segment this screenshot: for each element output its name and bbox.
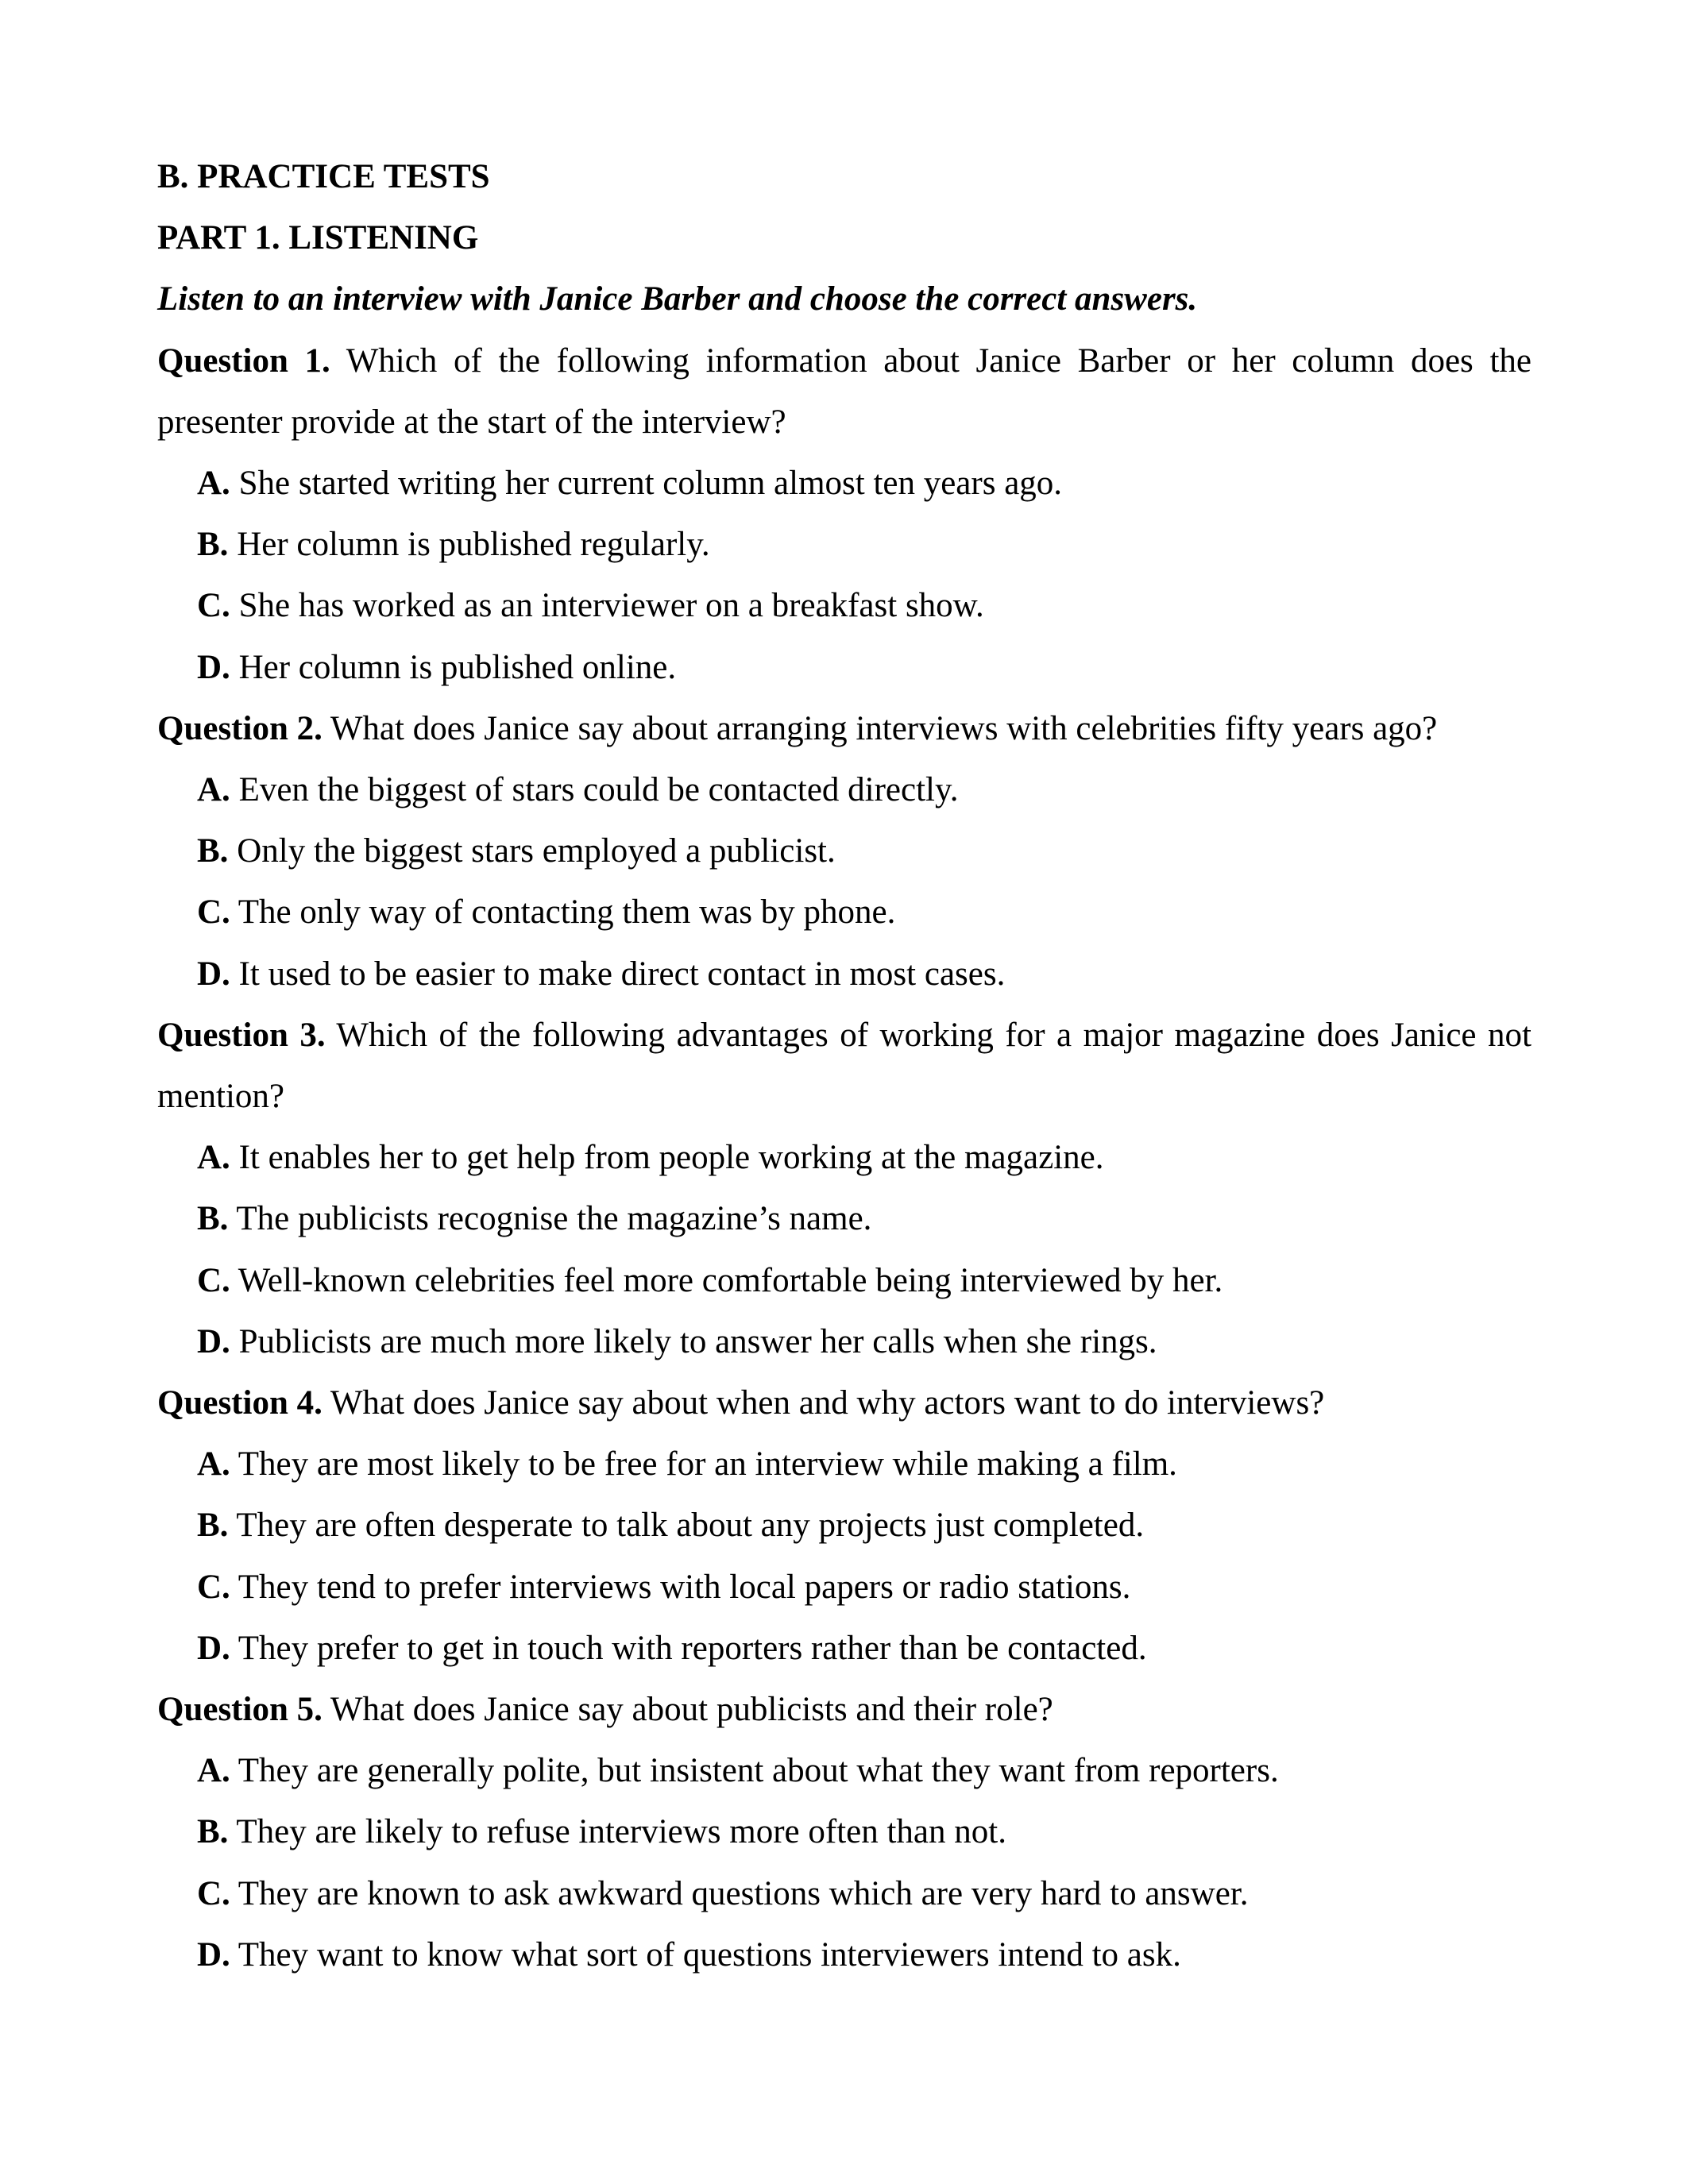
- question-prompt: [157, 1679, 1532, 1740]
- option-letter: D.: [197, 955, 230, 993]
- option-letter: B.: [197, 526, 229, 564]
- option-a[interactable]: [157, 1127, 1532, 1188]
- option-text: Publicists are much more likely to answer her calls when she rings.: [230, 1322, 1157, 1360]
- option-d[interactable]: [157, 943, 1532, 1005]
- option-text: The publicists recognise the magazine’s name.: [228, 1200, 872, 1238]
- question-label: Question 5.: [157, 1691, 323, 1729]
- option-text: They tend to prefer interviews with local papers or radio stations.: [230, 1568, 1131, 1606]
- option-letter: B.: [197, 832, 229, 870]
- question-prompt: [157, 1372, 1532, 1433]
- question-2: [157, 698, 1532, 1005]
- option-d[interactable]: [157, 1311, 1532, 1372]
- option-c[interactable]: [157, 1863, 1532, 1924]
- question-label: Question 4.: [157, 1384, 323, 1422]
- option-letter: C.: [197, 1261, 230, 1299]
- option-c[interactable]: [157, 575, 1532, 636]
- question-1: [157, 330, 1532, 698]
- option-text: Her column is published regularly.: [228, 526, 710, 564]
- option-text: She started writing her current column almost ten years ago.: [230, 465, 1063, 503]
- option-letter: B.: [197, 1507, 229, 1545]
- question-text: Which of the following information about Janice Barber or her column does the presenter provide at the start of the interview?: [157, 341, 1532, 441]
- option-b[interactable]: [157, 1801, 1532, 1862]
- option-text: They are most likely to be free for an interview while making a film.: [230, 1445, 1177, 1484]
- option-text: They are often desperate to talk about any projects just completed.: [228, 1507, 1145, 1545]
- option-c[interactable]: [157, 882, 1532, 943]
- option-letter: A.: [197, 771, 230, 809]
- option-text: Even the biggest of stars could be contacted directly.: [230, 771, 959, 809]
- option-text: They want to know what sort of questions interviewers intend to ask.: [230, 1935, 1181, 1974]
- question-label: Question 2.: [157, 709, 323, 747]
- option-letter: D.: [197, 1935, 230, 1974]
- document-page: [157, 146, 1532, 1985]
- option-letter: A.: [197, 465, 230, 503]
- option-text: They prefer to get in touch with reporters rather than be contacted.: [230, 1629, 1147, 1667]
- instructions: Listen to an interview with Janice Barber and choose the correct answers.: [157, 280, 1198, 318]
- option-letter: D.: [197, 1322, 230, 1360]
- option-b[interactable]: [157, 1188, 1532, 1249]
- option-c[interactable]: [157, 1557, 1532, 1618]
- option-text: They are likely to refuse interviews more often than not.: [228, 1813, 1006, 1851]
- option-letter: D.: [197, 648, 230, 686]
- question-text: Which of the following advantages of working for a major magazine does Janice not mention?: [157, 1016, 1532, 1116]
- option-c[interactable]: [157, 1250, 1532, 1311]
- option-letter: A.: [197, 1752, 230, 1790]
- option-text: Only the biggest stars employed a publicist.: [228, 832, 836, 870]
- question-label: Question 1.: [157, 341, 330, 380]
- question-text: What does Janice say about publicists and their role?: [322, 1691, 1053, 1729]
- option-a[interactable]: [157, 1740, 1532, 1801]
- option-letter: C.: [197, 1568, 230, 1606]
- section-title: B. PRACTICE TESTS: [157, 158, 490, 195]
- option-text: She has worked as an interviewer on a breakfast show.: [230, 587, 984, 625]
- question-3: [157, 1005, 1532, 1372]
- question-prompt: [157, 698, 1532, 759]
- option-text: It enables her to get help from people working at the magazine.: [230, 1139, 1104, 1177]
- option-text: It used to be easier to make direct contact in most cases.: [230, 955, 1006, 993]
- question-prompt: [157, 330, 1532, 453]
- question-5: [157, 1679, 1532, 1985]
- option-a[interactable]: [157, 759, 1532, 820]
- question-prompt: [157, 1005, 1532, 1127]
- option-letter: A.: [197, 1139, 230, 1177]
- option-letter: C.: [197, 893, 230, 932]
- option-letter: C.: [197, 587, 230, 625]
- option-text: They are generally polite, but insistent about what they want from reporters.: [230, 1752, 1279, 1790]
- option-b[interactable]: [157, 820, 1532, 882]
- question-text: What does Janice say about when and why actors want to do interviews?: [322, 1384, 1325, 1422]
- option-d[interactable]: [157, 1924, 1532, 1985]
- option-letter: A.: [197, 1445, 230, 1484]
- option-b[interactable]: [157, 1495, 1532, 1556]
- option-letter: B.: [197, 1200, 229, 1238]
- option-d[interactable]: [157, 1618, 1532, 1679]
- option-a[interactable]: [157, 1433, 1532, 1495]
- question-4: [157, 1372, 1532, 1679]
- option-text: Well-known celebrities feel more comfortable being interviewed by her.: [230, 1261, 1223, 1299]
- option-letter: D.: [197, 1629, 230, 1667]
- question-label: Question 3.: [157, 1016, 326, 1054]
- option-text: They are known to ask awkward questions which are very hard to answer.: [230, 1874, 1249, 1912]
- part-title: PART 1. LISTENING: [157, 219, 479, 257]
- option-text: Her column is published online.: [230, 648, 677, 686]
- option-d[interactable]: [157, 637, 1532, 698]
- question-text: What does Janice say about arranging interviews with celebrities fifty years ago?: [322, 709, 1438, 747]
- option-a[interactable]: [157, 453, 1532, 514]
- option-letter: B.: [197, 1813, 229, 1851]
- option-b[interactable]: [157, 514, 1532, 575]
- option-text: The only way of contacting them was by phone.: [230, 893, 896, 932]
- option-letter: C.: [197, 1874, 230, 1912]
